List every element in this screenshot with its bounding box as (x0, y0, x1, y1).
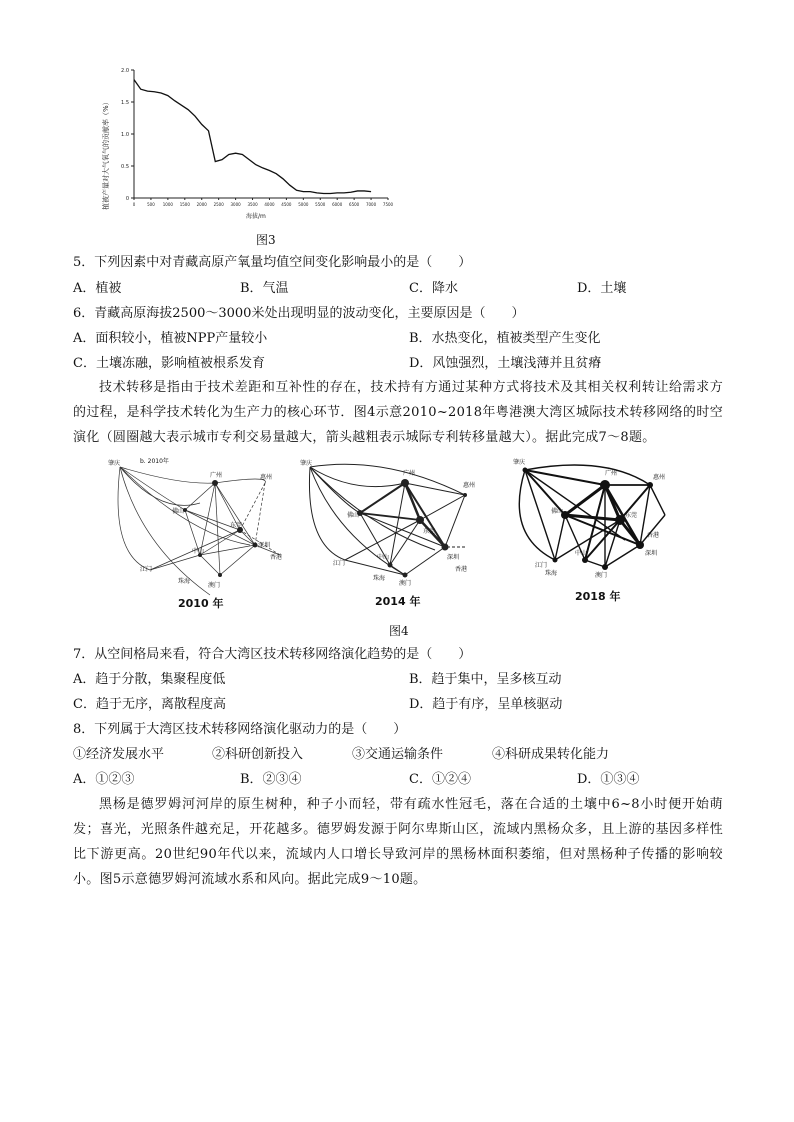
x-tick-label: 5000 (298, 202, 309, 207)
x-tick-label: 4000 (264, 202, 275, 207)
figure-4-caption: 图4 (389, 624, 409, 638)
network-panel-2014 (300, 459, 475, 608)
x-tick-label: 5500 (315, 202, 326, 207)
network-panel-2010 (108, 457, 282, 610)
city-shenzhen: 深圳 (447, 554, 460, 561)
q6-option-b: B．水热变化，植被类型产生变化 (409, 331, 601, 346)
q5-option-c: C．降水 (409, 281, 458, 296)
question-7-stem: 7．从空间格局来看，符合大湾区技术转移网络演化趋势的是（ ） (73, 647, 472, 662)
q7-option-a: A．趋于分散，集聚程度低 (73, 672, 226, 687)
city-macau: 澳门 (595, 572, 608, 579)
passage-black-poplar: 黑杨是德罗姆河河岸的原生树种，种子小而轻，带有疏水性冠毛，落在合适的土壤中6~8小时便开始萌发；喜光，光照条件越充足，开花越多。德罗姆发源于阿尔卑斯山区，流域内黑杨众多，且上游的基因多样性比下游更高。20世纪90年代以来，流域内人口增长导致河岸的黑杨林面积萎缩，但对黑杨种子传播的影响较小。图5示意德罗姆河流域水系和风向。据此完成9～10题。 (73, 797, 723, 887)
city-shenzhen: 深圳 (645, 550, 658, 557)
city-huizhou: 惠州 (463, 482, 476, 489)
x-tick-label: 7500 (382, 202, 394, 207)
q8-option-b: B．②③④ (240, 772, 302, 787)
q7-option-b: B．趋于集中，呈多核互动 (409, 672, 562, 687)
city-hongkong: 香港 (455, 566, 468, 573)
question-8-stem: 8．下列属于大湾区技术转移网络演化驱动力的是（ ） (73, 722, 407, 737)
x-tick-label: 4500 (281, 202, 292, 207)
city-dongguan: 东莞 (230, 522, 243, 529)
x-tick-label: 3000 (230, 202, 241, 207)
x-tick-label: 500 (147, 202, 155, 207)
q8-option-c: C．①②④ (409, 772, 471, 787)
q7-option-c: C．趋于无序，离散程度高 (73, 697, 226, 712)
y-tick-label: 0.5 (121, 164, 129, 170)
city-zhaoqing: 肇庆 (513, 459, 526, 466)
q6-option-c: C．土壤冻融，影响植被根系发育 (73, 356, 265, 371)
city-macau: 澳门 (208, 582, 221, 589)
city-zhaoqing: 肇庆 (108, 460, 121, 467)
city-shenzhen: 深圳 (258, 542, 271, 549)
city-huizhou: 惠州 (653, 474, 666, 481)
network-panel-2018 (513, 458, 665, 603)
city-foshan: 佛山 (347, 512, 360, 519)
figure-3-line-chart (96, 60, 401, 220)
x-tick-label: 2000 (196, 202, 207, 207)
series-line (134, 80, 371, 194)
city-zhaoqing: 肇庆 (300, 460, 313, 467)
x-tick-label: 2500 (213, 202, 224, 207)
city-hongkong: 香港 (647, 532, 660, 539)
city-foshan: 佛山 (551, 508, 564, 515)
y-tick-label: 1.5 (121, 100, 129, 106)
q8-item-3: ③交通运输条件 (352, 747, 444, 762)
city-zhongshan: 中山 (377, 554, 390, 561)
x-tick-label: 3500 (247, 202, 258, 207)
city-hongkong: 香港 (270, 554, 283, 561)
city-jiangmen: 江门 (535, 562, 548, 569)
question-5-stem: 5．下列因素中对青藏高原产氧量均值空间变化影响最小的是（ ） (73, 255, 472, 270)
q5-option-b: B．气温 (240, 281, 289, 296)
city-zhongshan: 中山 (575, 550, 588, 557)
q8-item-2: ②科研创新投入 (212, 747, 304, 762)
q8-item-4: ④科研成果转化能力 (492, 747, 610, 762)
city-dongguan: 东莞 (625, 512, 638, 519)
city-jiangmen: 江门 (333, 560, 346, 567)
x-tick-label: 0 (132, 202, 136, 207)
city-zhongshan: 中山 (192, 548, 205, 555)
q8-option-a: A．①②③ (73, 772, 135, 787)
panel-year-2010: 2010 年 (178, 597, 224, 610)
chart-axes (134, 70, 388, 198)
x-tick-label: 1000 (162, 202, 173, 207)
city-guangzhou: 广州 (403, 470, 416, 477)
chart-series (134, 80, 371, 194)
x-tick-label: 1500 (179, 202, 190, 207)
q5-option-d: D．土壤 (577, 281, 627, 296)
city-foshan: 佛山 (172, 508, 185, 515)
passage-technology-transfer: 技术转移是指由于技术差距和互补性的存在，技术持有方通过某种方式将技术及其相关权利转让给需求方的过程，是科学技术转化为生产力的核心环节．图4示意2010~2018年粤港澳大湾区城际技术转移网络的时空演化（圆圈越大表示城市专利交易量越大，箭头越粗表示城际专利转移量越大）。据此完成7～8题。 (73, 380, 723, 445)
q8-option-d: D．①③④ (577, 772, 640, 787)
panel-year-2014: 2014 年 (375, 595, 421, 608)
y-tick-label: 0 (125, 196, 129, 202)
figure-3-caption: 图3 (256, 233, 276, 247)
panel-subtitle: b. 2010年 (140, 458, 169, 465)
y-axis-label: 植被产量对大气氧气的贡献率（%） (102, 98, 110, 210)
city-jiangmen: 江门 (140, 566, 153, 573)
city-zhuhai: 珠海 (545, 570, 558, 577)
y-tick-label: 1.0 (121, 132, 129, 138)
city-zhuhai: 珠海 (373, 575, 386, 582)
city-guangzhou: 广州 (605, 470, 618, 477)
q7-option-d: D．趋于有序，呈单核驱动 (409, 697, 563, 712)
city-huizhou: 惠州 (260, 474, 273, 481)
q8-item-1: ①经济发展水平 (73, 747, 165, 762)
q6-option-a: A．面积较小，植被NPP产量较小 (73, 331, 268, 346)
city-dongguan: 东莞 (423, 528, 436, 535)
x-axis-label: 海拔/m (246, 213, 266, 220)
question-6-stem: 6．青藏高原海拔2500～3000米处出现明显的波动变化，主要原因是（ ） (73, 306, 525, 321)
city-guangzhou: 广州 (210, 472, 223, 479)
q6-option-d: D．风蚀强烈，土壤浅薄并且贫瘠 (409, 356, 602, 371)
city-zhuhai: 珠海 (178, 578, 191, 585)
panel-year-2018: 2018 年 (575, 590, 621, 603)
x-tick-label: 6500 (349, 202, 360, 207)
chart-ticks (121, 68, 393, 207)
x-tick-label: 7000 (365, 202, 377, 207)
city-macau: 澳门 (399, 580, 412, 587)
x-tick-label: 6000 (332, 202, 343, 207)
figure-4-network-maps (100, 455, 680, 620)
y-tick-label: 2.0 (121, 68, 129, 74)
q5-option-a: A．植被 (73, 281, 122, 296)
